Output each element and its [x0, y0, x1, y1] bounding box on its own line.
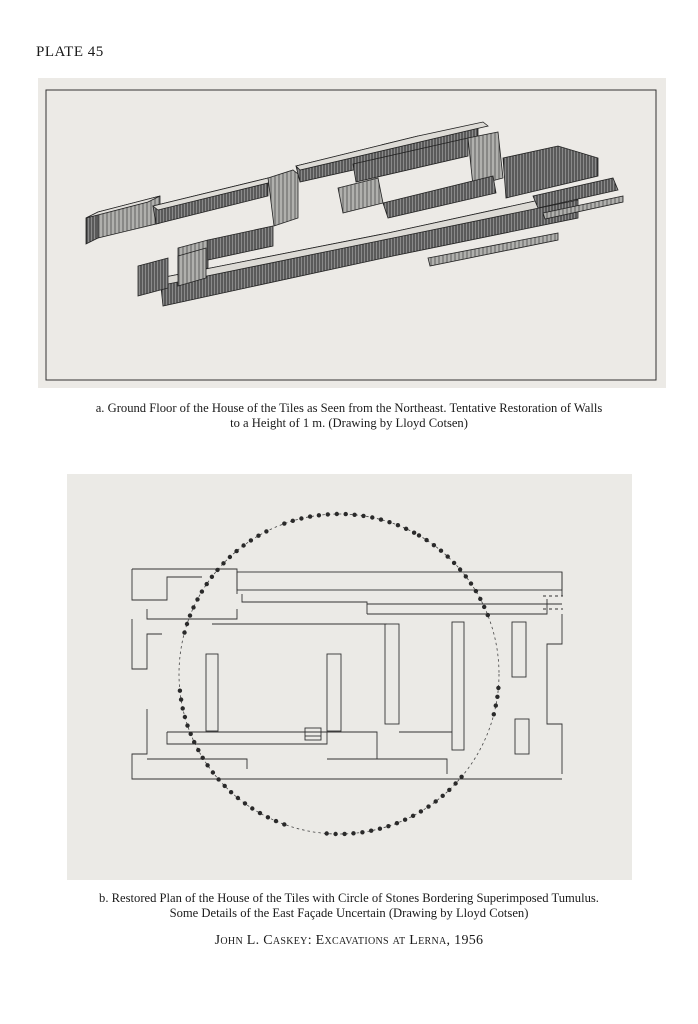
stone-marker [486, 613, 490, 617]
footer-credit: John L. Caskey: Excavations at Lerna, 1956 [214, 933, 484, 948]
stone-marker [469, 581, 473, 585]
stone-marker [258, 811, 262, 815]
figure-b-caption-line-1: b. Restored Plan of the House of the Tiles with Circle of Stones Bordering Superimposed Tumulus. [99, 891, 599, 905]
axonometric-illustration [38, 78, 666, 388]
figure-a-caption [40, 401, 658, 431]
stone-marker [326, 512, 330, 516]
stone-marker [188, 613, 192, 617]
stone-marker [459, 775, 463, 779]
stone-marker [192, 740, 196, 744]
stone-marker [221, 561, 225, 565]
stone-marker [185, 622, 189, 626]
stone-marker [344, 512, 348, 516]
stone-marker [223, 784, 227, 788]
stone-marker [256, 534, 260, 538]
stone-marker [308, 514, 312, 518]
stone-marker [250, 806, 254, 810]
figure-b-caption-line-2: Some Details of the East Façade Uncertain (Drawing by Lloyd Cotsen) [169, 906, 529, 920]
stone-marker [492, 712, 496, 716]
stone-marker [411, 814, 415, 818]
stone-marker [378, 827, 382, 831]
stone-marker [403, 818, 407, 822]
stone-marker [361, 514, 365, 518]
stone-marker [216, 777, 220, 781]
stone-marker [201, 756, 205, 760]
stone-marker [386, 824, 390, 828]
stone-marker [464, 574, 468, 578]
stone-marker [335, 512, 339, 516]
stone-marker [229, 790, 233, 794]
stone-marker [241, 543, 245, 547]
stone-marker [210, 575, 214, 579]
stone-marker [249, 538, 253, 542]
stone-marker [274, 819, 278, 823]
stone-marker [495, 695, 499, 699]
stone-marker [205, 582, 209, 586]
stone-marker [291, 519, 295, 523]
stone-marker [432, 543, 436, 547]
stone-marker [482, 605, 486, 609]
stone-marker [182, 630, 186, 634]
stone-marker [419, 809, 423, 813]
stone-marker [447, 788, 451, 792]
stone-marker [205, 763, 209, 767]
stone-marker [234, 549, 238, 553]
stone-marker [426, 804, 430, 808]
stone-marker [215, 568, 219, 572]
stone-marker [494, 703, 498, 707]
stone-marker [264, 529, 268, 533]
stone-marker [478, 597, 482, 601]
stone-marker [181, 706, 185, 710]
stone-marker [282, 822, 286, 826]
stone-marker [452, 561, 456, 565]
stone-marker [360, 830, 364, 834]
stone-marker [191, 605, 195, 609]
stone-marker [325, 831, 329, 835]
stone-marker [266, 815, 270, 819]
stone-marker [434, 799, 438, 803]
stone-marker [387, 520, 391, 524]
stone-marker [333, 832, 337, 836]
stone-marker [496, 686, 500, 690]
stone-marker [282, 521, 286, 525]
stone-marker [189, 732, 193, 736]
stone-marker [441, 794, 445, 798]
stone-marker [412, 531, 416, 535]
stone-marker [352, 513, 356, 517]
stone-marker [351, 831, 355, 835]
stone-marker [439, 549, 443, 553]
stone-marker [195, 597, 199, 601]
stone-marker [185, 723, 189, 727]
stone-marker [474, 589, 478, 593]
figure-b-restored-plan [67, 474, 632, 880]
figure-b-caption [30, 891, 668, 921]
stone-marker [196, 748, 200, 752]
stone-marker [183, 715, 187, 719]
stone-marker [299, 516, 303, 520]
stone-marker [404, 527, 408, 531]
plan-illustration [67, 474, 632, 880]
figure-a-caption-line-2: to a Height of 1 m. (Drawing by Lloyd Cotsen) [230, 416, 468, 430]
stone-marker [379, 517, 383, 521]
stone-marker [178, 689, 182, 693]
stone-marker [236, 796, 240, 800]
stone-marker [342, 832, 346, 836]
stone-marker [243, 801, 247, 805]
stone-marker [395, 821, 399, 825]
stone-marker [424, 538, 428, 542]
stone-marker [417, 533, 421, 537]
stone-marker [200, 589, 204, 593]
plate-number: PLATE 45 [36, 44, 104, 60]
stone-marker [370, 515, 374, 519]
figure-a-axonometric-drawing [38, 78, 666, 388]
stone-marker [396, 523, 400, 527]
stone-marker [211, 770, 215, 774]
figure-a-frame [46, 90, 656, 380]
stone-marker [458, 567, 462, 571]
stone-marker [179, 697, 183, 701]
stone-marker [317, 513, 321, 517]
stone-marker [228, 555, 232, 559]
figure-a-caption-line-1: a. Ground Floor of the House of the Tiles as Seen from the Northeast. Tentative Restoration of Walls [95, 401, 603, 415]
tumulus-circle [179, 514, 499, 834]
stone-marker [446, 554, 450, 558]
stone-marker [453, 781, 457, 785]
stone-marker [369, 829, 373, 833]
